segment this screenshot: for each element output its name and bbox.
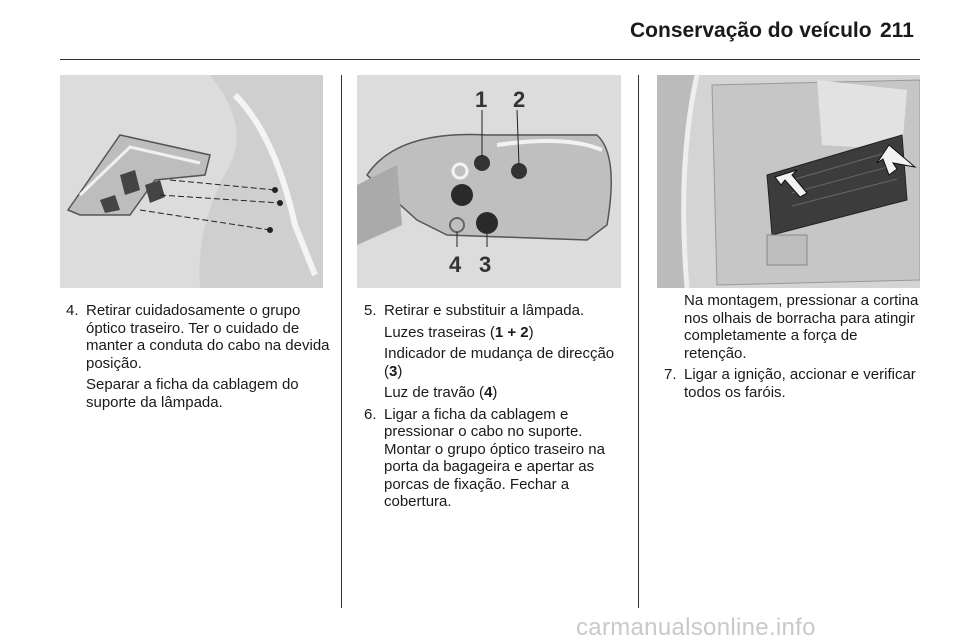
bulb-ref: 1 + 2 bbox=[494, 323, 529, 341]
brake-light-line bbox=[364, 384, 630, 402]
step-text: Retirar e substituir a lâmpada. bbox=[384, 302, 585, 319]
page-number: 211 bbox=[880, 19, 914, 42]
bulb-ref: 4 bbox=[484, 384, 493, 401]
column-2-text bbox=[364, 302, 630, 515]
step-text: Ligar a ficha da cablagem e pressionar o cabo no suporte. Montar o grupo óptico traseiro na porta da bagageira e apertar as porcas de fixação. Fechar a cobertura. bbox=[384, 405, 605, 510]
column-1-text bbox=[66, 302, 332, 415]
tail-lights-line bbox=[364, 324, 630, 342]
step-number: 4. bbox=[66, 302, 79, 319]
callout-4: 4 bbox=[449, 252, 462, 277]
watermark-text: carmanualsonline.info bbox=[576, 614, 816, 641]
text: ) bbox=[397, 362, 403, 380]
callout-3: 3 bbox=[479, 252, 492, 277]
text: ) bbox=[528, 323, 534, 341]
figure-trim-panel bbox=[657, 75, 920, 288]
column-3-text bbox=[664, 292, 924, 405]
step-5 bbox=[364, 302, 630, 320]
bulb-ref: 3 bbox=[389, 362, 398, 380]
callout-1: 1 bbox=[475, 87, 488, 112]
step-number: 6. bbox=[364, 405, 377, 423]
step-number: 7. bbox=[664, 366, 677, 383]
step-6 bbox=[364, 406, 630, 511]
bulb-holder-illustration bbox=[357, 75, 621, 288]
step-number: 5. bbox=[364, 302, 377, 319]
section-title: Conservação do veículo bbox=[630, 19, 872, 42]
step-text: Retirar cuidadosamente o grupo óptico traseiro. Ter o cuidado de manter a conduta do cabo na devida posição. bbox=[86, 302, 330, 372]
page-header bbox=[0, 0, 960, 62]
step-text: Ligar a ignição, accionar e verificar todos os faróis. bbox=[684, 366, 916, 401]
text: ) bbox=[492, 384, 498, 401]
text: Indicador de mudança de direcção ( bbox=[384, 345, 615, 380]
trim-panel-illustration bbox=[657, 75, 920, 288]
text: Luz de travão ( bbox=[384, 384, 485, 401]
paragraph: Na montagem, pressionar a cortina nos olhais de borracha para atingir completamente a força de retenção. bbox=[684, 292, 919, 362]
figure-bulb-holder bbox=[357, 75, 621, 288]
step-7 bbox=[664, 366, 924, 401]
header-divider bbox=[60, 59, 920, 60]
indicator-line bbox=[364, 345, 630, 380]
callout-2: 2 bbox=[513, 87, 526, 112]
tail-lamp-removal-illustration bbox=[60, 75, 323, 288]
step-4 bbox=[66, 302, 332, 372]
column-divider-right bbox=[638, 75, 639, 608]
paragraph: Separar a ficha da cablagem do suporte da lâmpada. bbox=[86, 376, 299, 411]
column-divider-left bbox=[341, 75, 342, 608]
figure-tail-lamp-removal bbox=[60, 75, 323, 288]
text: Luzes traseiras ( bbox=[384, 323, 495, 341]
